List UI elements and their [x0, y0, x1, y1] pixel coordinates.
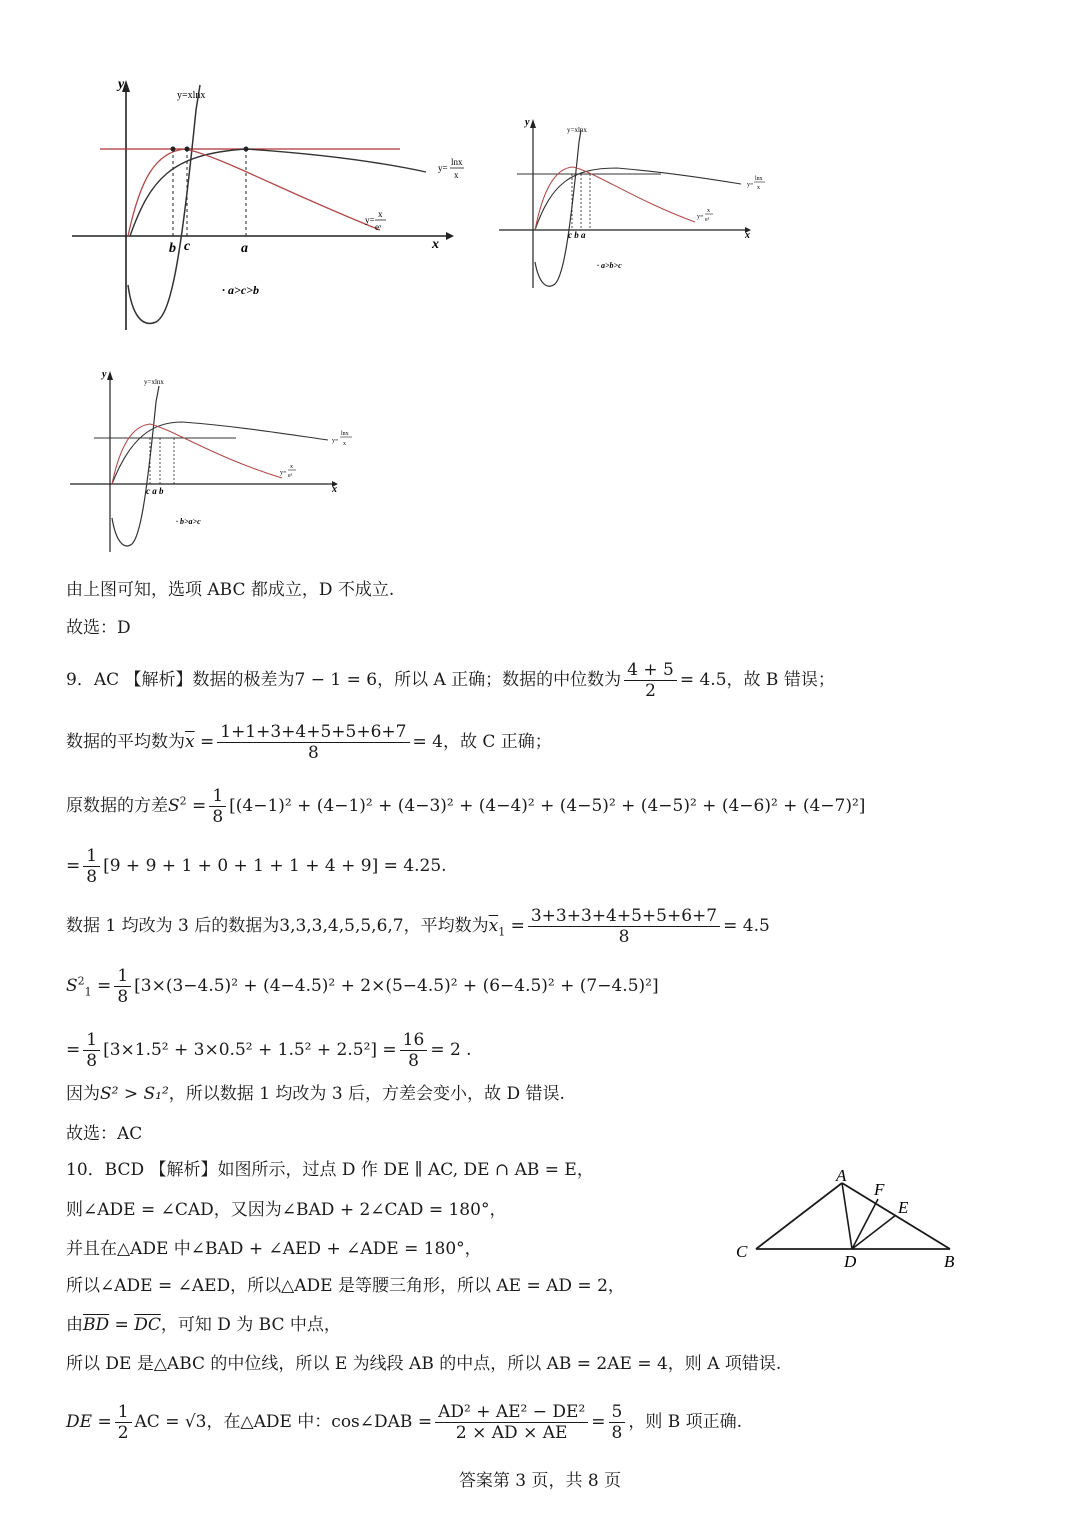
q9-mean-var: $\overline{x}$	[185, 732, 195, 752]
q8-answer: 故选：D	[66, 618, 131, 638]
q10-l7-res-num: 5	[609, 1402, 626, 1423]
page-footer: 答案第 3 页，共 8 页	[458, 1471, 622, 1491]
segment-CA	[756, 1183, 842, 1249]
q9-range-median-line	[66, 660, 835, 701]
graph-2-points-label: c b a	[568, 230, 586, 240]
q9-var-frac-den: 8	[212, 807, 224, 827]
graph-1-xex-curve	[128, 149, 380, 236]
q9-new-mean-fraction	[528, 906, 720, 947]
q10-l7-cos-den: 2 × AD × AE	[455, 1423, 568, 1443]
graph-1-b-label: b	[169, 241, 176, 256]
graph-2-lnx-num: lnx	[755, 176, 763, 182]
q9-s1-fraction	[114, 966, 131, 1007]
graph-1-lnx-pre: y=	[438, 163, 448, 173]
q9-var-result-num: 1	[83, 846, 100, 867]
q10-l7-result-fraction	[609, 1402, 626, 1443]
triangle-figure	[730, 1165, 970, 1275]
label-D: D	[844, 1252, 857, 1271]
graph-2-xlnx-label: y=xlnx	[567, 126, 587, 134]
graph-1-lnx-num: lnx	[451, 157, 463, 167]
q9-s1-result-den: 8	[408, 1051, 419, 1071]
q10-l7-cos-num: AD² + AE² − DE²	[435, 1402, 588, 1423]
graph-1-conclusion: · a>c>b	[222, 283, 260, 297]
q9-s1-frac-num: 1	[114, 966, 131, 987]
q10-line-5	[66, 1313, 341, 1337]
q10-l5-mid: =	[109, 1315, 135, 1335]
graph-3-lnx-pre: y=	[332, 438, 339, 444]
q9-compare-expr: S² > S₁²	[100, 1084, 169, 1104]
q9-s1-calc-den: 8	[86, 1051, 98, 1071]
q9-median-den: 2	[645, 681, 656, 701]
q9-var-result-fraction	[83, 846, 100, 887]
graph-3-xlnx-label: y=xlnx	[144, 378, 164, 386]
graph-3-x-label: x	[332, 484, 337, 495]
graph-2-conclusion: · a>b>c	[597, 261, 622, 270]
graph-3-xex-den: eˣ	[288, 473, 293, 479]
graph-1-c-label: c	[184, 239, 191, 254]
q10-l5-tail: ，可知 D 为 BC 中点，	[160, 1315, 341, 1335]
graph-3-xlnx-curve	[112, 386, 159, 546]
q9-compare-lead: 因为	[66, 1084, 100, 1104]
q9-s1-terms: [3×(3−4.5)² + (4−4.5)² + 2×(5−4.5)² + (6−4.5)² + (7−4.5)²]	[134, 976, 659, 996]
q9-mean-fraction	[217, 722, 409, 763]
q9-header: 9．AC 【解析】	[66, 670, 193, 690]
q9-var-result-eq: =	[66, 856, 81, 876]
label-B: B	[944, 1252, 955, 1271]
q10-line-1	[66, 1158, 594, 1182]
q9-s1-calc-num: 1	[83, 1030, 100, 1051]
q10-l1: 如图所示，过点 D 作 DE ∥ AC, DE ∩ AB = E，	[217, 1160, 594, 1180]
segment-AD	[842, 1183, 852, 1249]
graph-1-point-b	[171, 147, 176, 152]
label-E: E	[898, 1198, 909, 1217]
graph-1-xex-pre: y=	[365, 215, 375, 225]
q9-var-sym: S	[168, 796, 180, 816]
graph-2-y-label: y	[525, 117, 530, 128]
segment-DE	[852, 1215, 896, 1249]
graph-1-point-c	[185, 147, 190, 152]
graph-2-y-arrow	[530, 119, 536, 128]
q9-s1-calc-fraction	[83, 1030, 100, 1071]
graph-1-xex-den: eˣ	[375, 222, 382, 232]
graph-1-x-label: x	[432, 237, 439, 252]
q10-l7-pre: DE =	[66, 1412, 112, 1432]
q9-s1-result-num: 16	[400, 1030, 428, 1051]
q9-new-mean-den: 8	[618, 927, 630, 947]
graph-1-xlnx-label: y=xlnx	[177, 90, 206, 101]
q10-l7-cos-fraction	[435, 1402, 588, 1443]
q10-l7-mid: AC = √3，在△ADE 中：cos∠DAB =	[134, 1412, 433, 1432]
q9-mean-line	[66, 722, 552, 763]
q9-mean-tail: = 4，故 C 正确；	[412, 732, 552, 752]
q9-variance-line: 原数据的方差$S^2$ = $\frac{1}{8}$ [(4−1)² + (4−1)² + (4−3)² + (4−4)² + (4−5)² + (4−5)² + (4−6)² + (4−7)²]	[66, 786, 866, 827]
q9-variance-result-line	[66, 846, 447, 887]
graph-3-y-arrow	[107, 371, 113, 380]
graph-1-xlnx-curve	[128, 85, 200, 323]
q9-mean-den: 8	[307, 743, 319, 763]
q9-answer: 故选：AC	[66, 1124, 143, 1144]
q10-l7-eq: =	[591, 1412, 606, 1432]
graph-2-lnx-den: x	[757, 185, 760, 191]
q9-new-mean-tail: = 4.5	[723, 916, 770, 936]
graph-2-xex-curve	[535, 167, 695, 230]
q8-summary: 由上图可知，选项 ABC 都成立，D 不成立.	[66, 580, 395, 600]
graph-1-point-a	[244, 147, 249, 152]
q9-s1-calc: [3×1.5² + 3×0.5² + 1.5² + 2.5²] =	[103, 1040, 397, 1060]
q9-compare-line	[66, 1082, 565, 1106]
q9-var-result: [9 + 9 + 1 + 0 + 1 + 1 + 4 + 9] = 4.25.	[103, 856, 447, 876]
q10-header: 10．BCD 【解析】	[66, 1160, 218, 1180]
graph-3-b-a-c	[66, 362, 366, 557]
q9-s1-calc-line: = $\frac{1}{8}$ [3×1.5² + 3×0.5² + 1.5² + 2.5²] = $\frac{16}{8}$ = 2 .	[66, 1030, 472, 1071]
q9-median-num: 4 + 5	[624, 660, 677, 681]
graph-3-y-label: y	[102, 369, 107, 380]
q9-var-eq: =	[186, 796, 207, 816]
q9-var-frac-num: 1	[209, 786, 226, 807]
q10-l5-pre: 由	[66, 1315, 83, 1335]
q9-mean-eq: =	[194, 732, 215, 752]
q9-s1-result-fraction	[400, 1030, 428, 1071]
q9-new-mean-sub: 1	[498, 925, 506, 939]
q9-var-lead: 原数据的方差	[66, 796, 168, 816]
q9-mean-lead: 数据的平均数为	[66, 732, 185, 752]
graph-2-xex-pre: y=	[697, 214, 704, 220]
graph-1-lnx-den: x	[454, 170, 459, 180]
q10-l5-vec2: $\overline{DC}$	[134, 1315, 161, 1335]
q9-range-text: 数据的极差为7 − 1 = 6，所以 A 正确；数据的中位数为	[192, 670, 622, 690]
q9-s1-line: $S^2_1$ = $\frac{1}{8}$ [3×(3−4.5)² + (4−4.5)² + 2×(5−4.5)² + (6−4.5)² + (7−4.5)²]	[66, 966, 659, 1007]
q10-line-6: 所以 DE 是△ABC 的中位线，所以 E 为线段 AB 的中点，所以 AB = 2AE = 4，则 A 项错误.	[66, 1354, 782, 1374]
graph-1-y-label: y	[118, 77, 125, 92]
q10-line-7	[66, 1402, 742, 1443]
graph-3-xex-curve	[112, 424, 282, 484]
q9-mean-num: 1+1+3+4+5+5+6+7	[217, 722, 409, 743]
label-A: A	[836, 1166, 847, 1185]
q9-s1-result: = 2 .	[430, 1040, 472, 1060]
q9-new-mean-var: $\overline{x}$	[488, 916, 499, 936]
graph-2-xlnx-curve	[535, 130, 581, 286]
graph-1-x-arrow	[446, 232, 454, 240]
q9-new-mean-num: 3+3+3+4+5+5+6+7	[528, 906, 720, 927]
graph-3-lnx-curve	[112, 422, 328, 484]
q9-var-fraction	[209, 786, 226, 827]
q10-l7-res-den: 8	[611, 1423, 623, 1443]
graph-3-points-label: c a b	[146, 486, 164, 496]
graph-2-xex-num: x	[707, 208, 710, 214]
label-F: F	[874, 1180, 885, 1199]
q9-median-fraction	[624, 660, 677, 701]
q10-l5-vec1: $\overline{BD}$	[83, 1315, 110, 1335]
graph-3-conclusion: · b>a>c	[176, 517, 201, 526]
graph-1-a-label: a	[241, 241, 248, 256]
graph-2-a-b-c	[495, 112, 775, 292]
q10-l7-half-num: 1	[115, 1402, 132, 1423]
q9-s1-frac-den: 8	[117, 987, 129, 1007]
q10-line-3: 并且在△ADE 中∠BAD + ∠AED + ∠ADE = 180°，	[66, 1239, 482, 1259]
graph-3-xex-num: x	[290, 464, 293, 470]
q9-compare-tail: ，所以数据 1 均改为 3 后，方差会变小，故 D 错误.	[168, 1084, 565, 1104]
graph-2-xex-den: eˣ	[705, 217, 710, 223]
graph-2-lnx-curve	[535, 168, 741, 230]
graph-2-lnx-pre: y=	[747, 182, 754, 188]
graph-1-xex-num: x	[378, 209, 383, 219]
graph-3-xex-pre: y=	[280, 470, 287, 476]
q9-var-result-den: 8	[86, 867, 98, 887]
q9-s1-sub: 1	[84, 985, 92, 999]
q10-l7-half-fraction	[115, 1402, 132, 1443]
q9-new-data-lead: 数据 1 均改为 3 后的数据为3,3,3,4,5,5,6,7，平均数为	[66, 916, 489, 936]
graph-2-x-label: x	[745, 230, 750, 241]
segment-DF	[852, 1199, 878, 1249]
q9-new-mean-line: 数据 1 均改为 3 后的数据为3,3,3,4,5,5,6,7，平均数为$\overline{x}_1$ = $\frac{3+3+3+4+5+5+6+7}{8}$ = 4.5	[66, 906, 770, 947]
q10-line-2: 则∠ADE = ∠CAD，又因为∠BAD + 2∠CAD = 180°，	[66, 1200, 507, 1220]
q10-l7-half-den: 2	[117, 1423, 129, 1443]
graph-1-a-c-b	[60, 70, 463, 335]
q10-line-4: 所以∠ADE = ∠AED，所以△ADE 是等腰三角形，所以 AE = AD = 2，	[66, 1276, 625, 1296]
label-C: C	[736, 1242, 748, 1261]
q9-s1-sym: S	[66, 976, 78, 996]
q9-median-tail: = 4.5，故 B 错误；	[679, 670, 835, 690]
graph-3-lnx-num: lnx	[341, 431, 349, 437]
graph-3-lnx-den: x	[343, 441, 346, 447]
q9-var-terms: [(4−1)² + (4−1)² + (4−3)² + (4−4)² + (4−5)² + (4−5)² + (4−6)² + (4−7)²]	[229, 796, 866, 816]
q10-l7-tail: ，则 B 项正确.	[628, 1412, 743, 1432]
